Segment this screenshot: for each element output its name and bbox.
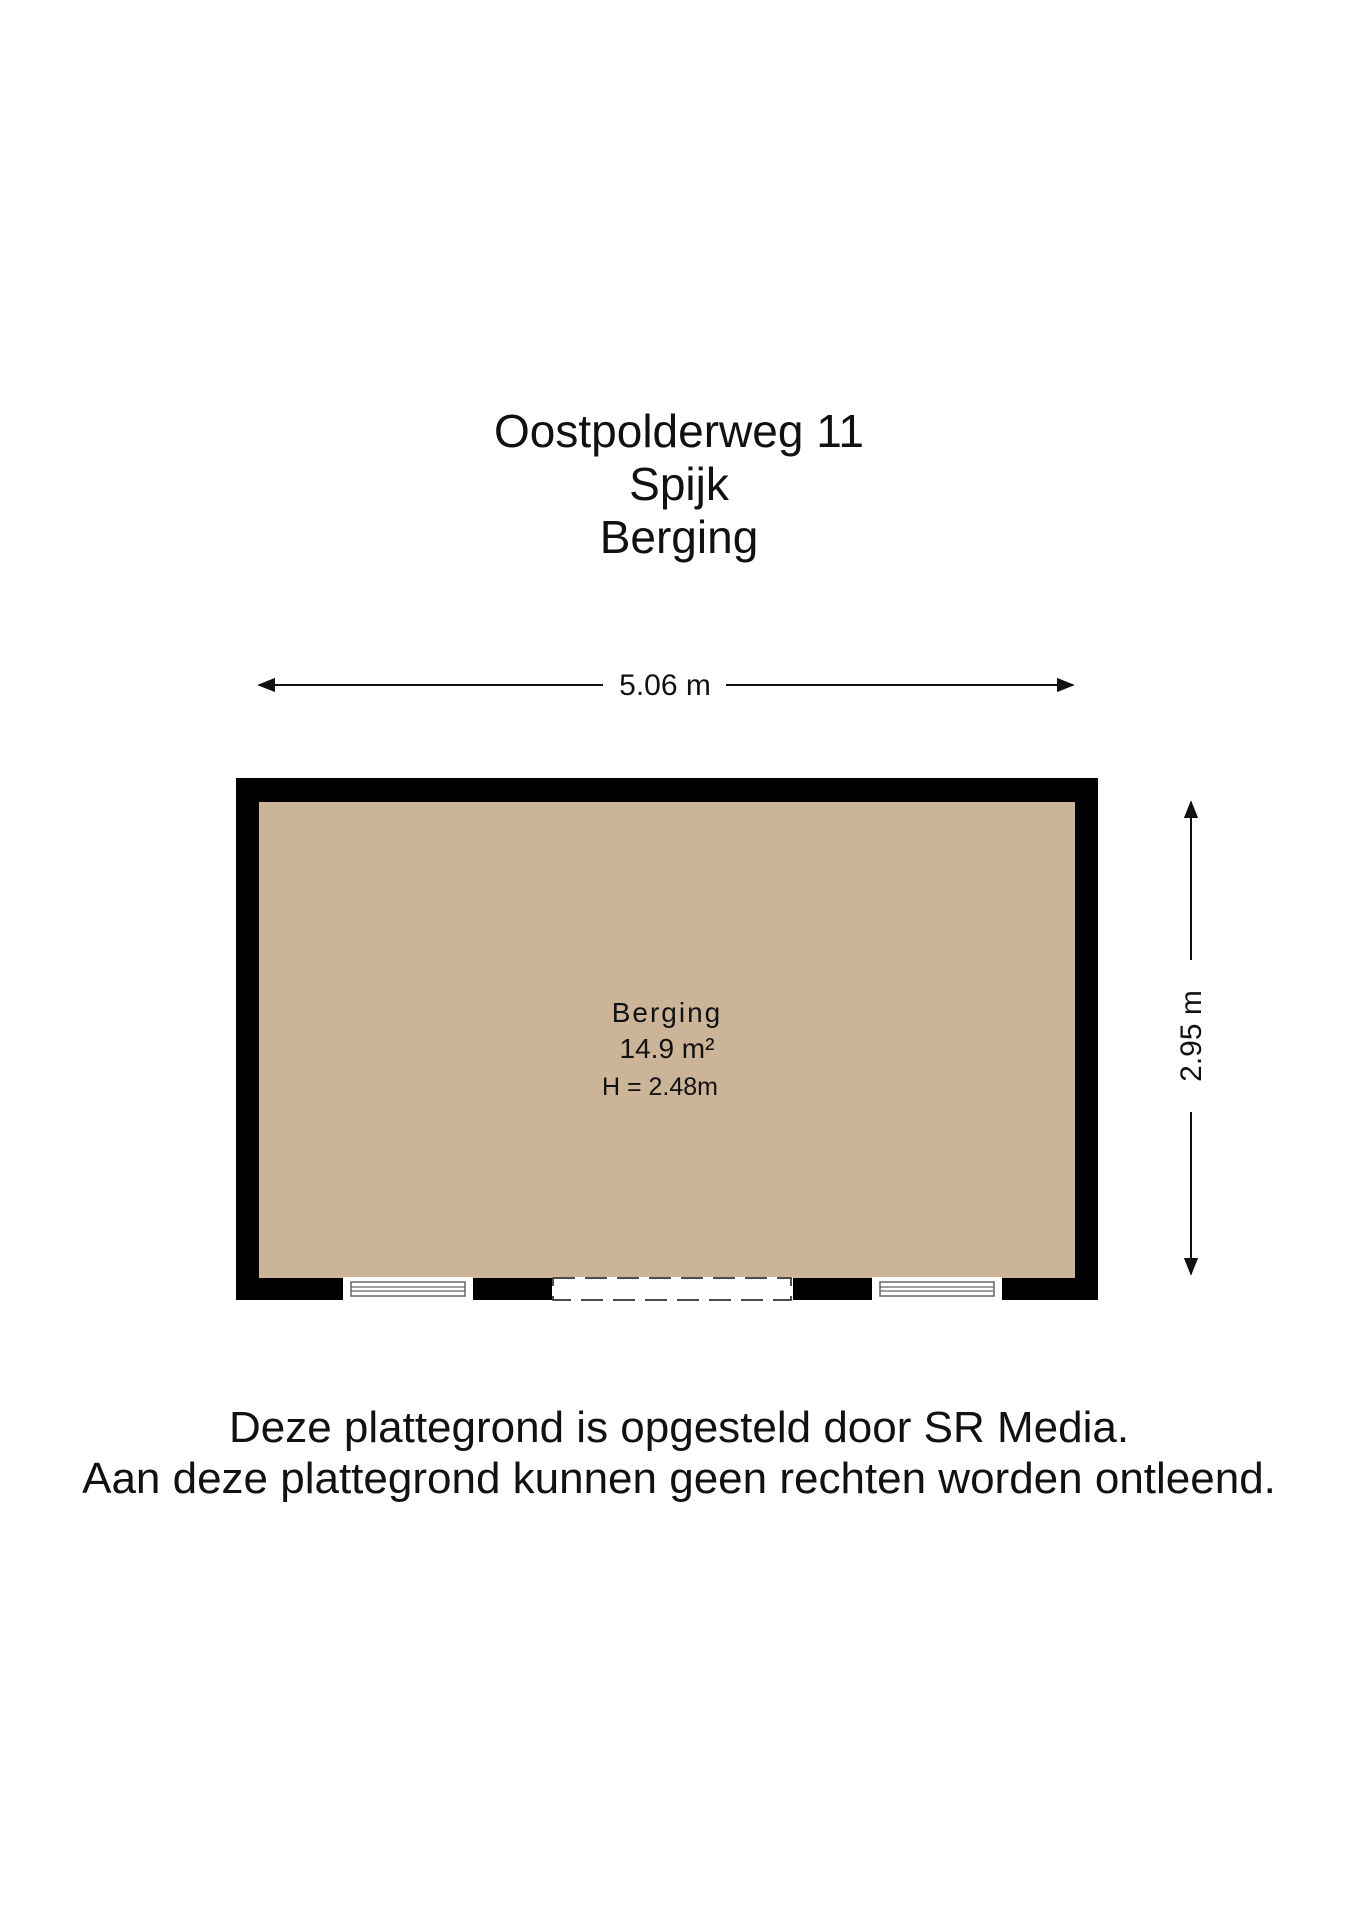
disclaimer-line-1: Deze plattegrond is opgesteld door SR Media. xyxy=(228,1403,1130,1452)
window-left-frame xyxy=(351,1282,465,1296)
window-left xyxy=(343,1277,473,1301)
floor-title: Berging xyxy=(599,511,759,563)
door-gap xyxy=(552,1277,793,1301)
disclaimer-line-2: Aan deze plattegrond kunnen geen rechten worden ontleend. xyxy=(82,1454,1276,1503)
window-right xyxy=(872,1277,1002,1301)
width-dimension xyxy=(259,669,1073,702)
room-height: H = 2.48m xyxy=(601,1073,719,1101)
depth-dimension xyxy=(1175,802,1208,1274)
window-right-frame xyxy=(880,1282,994,1296)
door-opening xyxy=(552,1277,793,1301)
room-name: Berging xyxy=(611,997,723,1028)
disclaimer xyxy=(0,1402,1358,1504)
city-title: Spijk xyxy=(629,458,729,510)
room-area: 14.9 m² xyxy=(619,1033,715,1064)
depth-dimension-label: 2.95 m xyxy=(1175,990,1208,1082)
width-dimension-label: 5.06 m xyxy=(619,669,711,702)
address-title: Oostpolderweg 11 xyxy=(494,405,864,457)
